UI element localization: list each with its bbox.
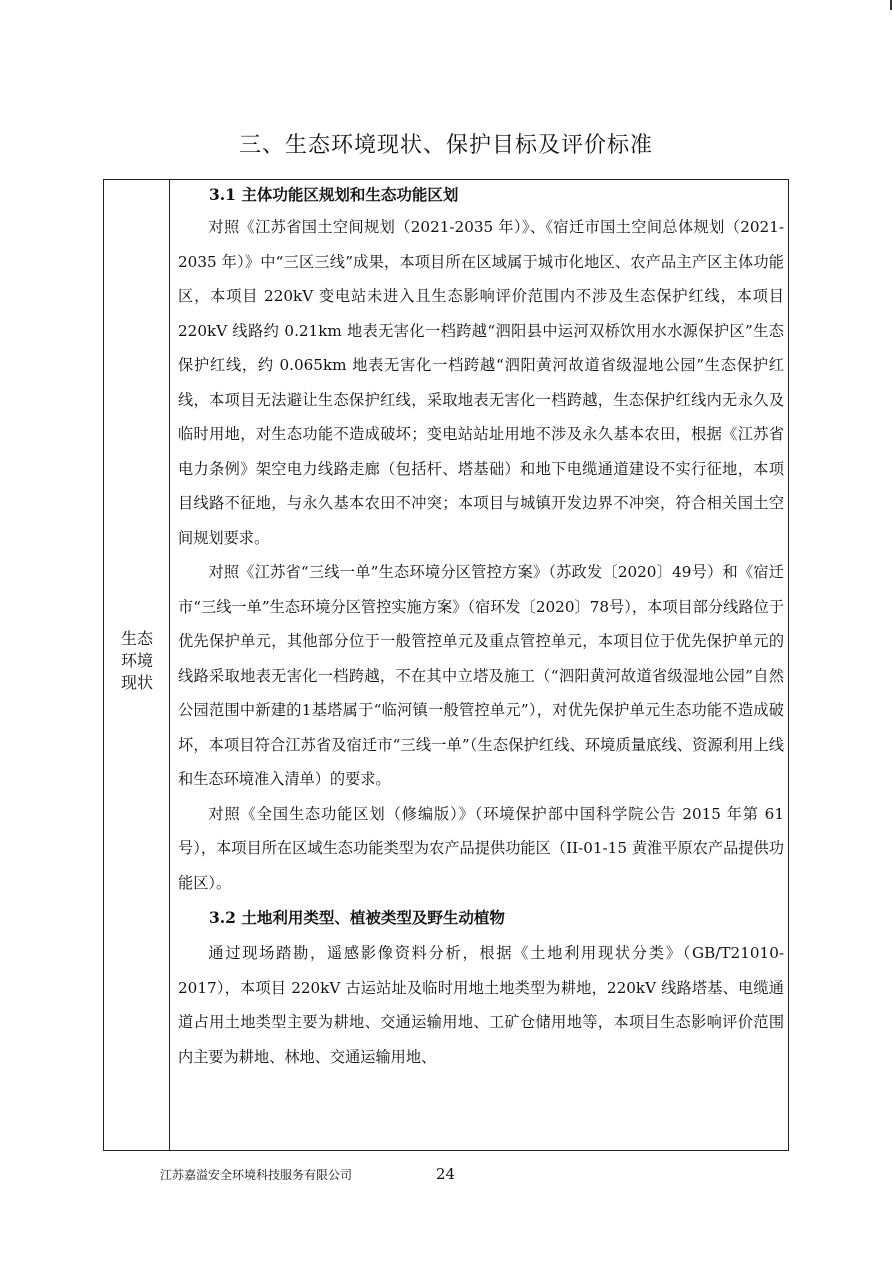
category-label-line-1: 生态 bbox=[120, 629, 153, 648]
page-number: 24 bbox=[436, 1165, 456, 1183]
footer-company: 江苏嘉溢安全环境科技服务有限公司 bbox=[160, 1168, 353, 1182]
section-3-2-heading: 3.2 土地利用类型、植被类型及野生动植物 bbox=[209, 908, 505, 927]
section-3-2-paragraph-1: 通过现场踏勘，遥感影像资料分析，根据《土地利用现状分类》（GB/T21010-2017），本项目 220kV 古运站址及临时用地土地类型为耕地，220kV 线路塔基、电缆通道占用土地类型主要为耕地、交通运输用地、工矿仓储用地等，本项目生态影响评价范围内主要为耕地、林地、交通运输用地、 bbox=[178, 944, 784, 1066]
page-title: 三、生态环境现状、保护目标及评价标准 bbox=[238, 133, 653, 158]
category-label-line-3: 现状 bbox=[120, 673, 153, 692]
category-cell bbox=[104, 180, 170, 1150]
section-3-1-paragraph-2: 对照《江苏省“三线一单”生态环境分区管控方案》（苏政发〔2020〕49号）和《宿迁市“三线一单”生态环境分区管控实施方案》（宿环发〔2020〕78号），本项目部分线路位于优先保护单元，其他部分位于一般管控单元及重点管控单元，本项目位于优先保护单元的线路采取地表无害化一档跨越，不在其中立塔及施工（“泗阳黄河故道省级湿地公园”自然公园范围中新建的1基塔属于“临河镇一般管控单元”），对优先保护单元生态功能不造成破坏，本项目符合江苏省及宿迁市“三线一单”（生态保护红线、环境质量底线、资源利用上线和生态环境准入清单）的要求。 bbox=[178, 563, 784, 788]
section-3-1-heading: 3.1 主体功能区规划和生态功能区划 bbox=[209, 185, 459, 204]
category-label bbox=[104, 628, 170, 694]
content-table bbox=[103, 179, 789, 1151]
category-label-line-2: 环境 bbox=[120, 651, 153, 670]
section-3-1-paragraph-1: 对照《江苏省国土空间规划（2021-2035 年）》、《宿迁市国土空间总体规划（2021-2035 年）》中“三区三线”成果，本项目所在区域属于城市化地区、农产品主产区主体功能区，本项目 220kV 变电站未进入且生态影响评价范围内不涉及生态保护红线，本项目 220kV 线路约 0.21km 地表无害化一档跨越“泗阳县中运河双桥饮用水水源保护区”生态保护红线，约 0.065km 地表无害化一档跨越“泗阳黄河故道省级湿地公园”生态保护红线，本项目无法避让生态保护红线，采取地表无害化一档跨越，生态保护红线内无永久及临时用地，对生态功能不造成破坏；变电站站址用地不涉及永久基本农田，根据《江苏省电力条例》架空电力线路走廊（包括杆、塔基础）和地下电缆通道建设不实行征地，本项目线路不征地，与永久基本农田不冲突；本项目与城镇开发边界不冲突，符合相关国土空间规划要求。 bbox=[178, 218, 784, 547]
content-cell bbox=[178, 180, 784, 1150]
section-3-1-paragraph-3: 对照《全国生态功能区划（修编版）》（环境保护部中国科学院公告 2015 年第 61 号），本项目所在区域生态功能类型为农产品提供功能区（II-01-15 黄淮平原农产品提供功能区）。 bbox=[178, 804, 784, 892]
